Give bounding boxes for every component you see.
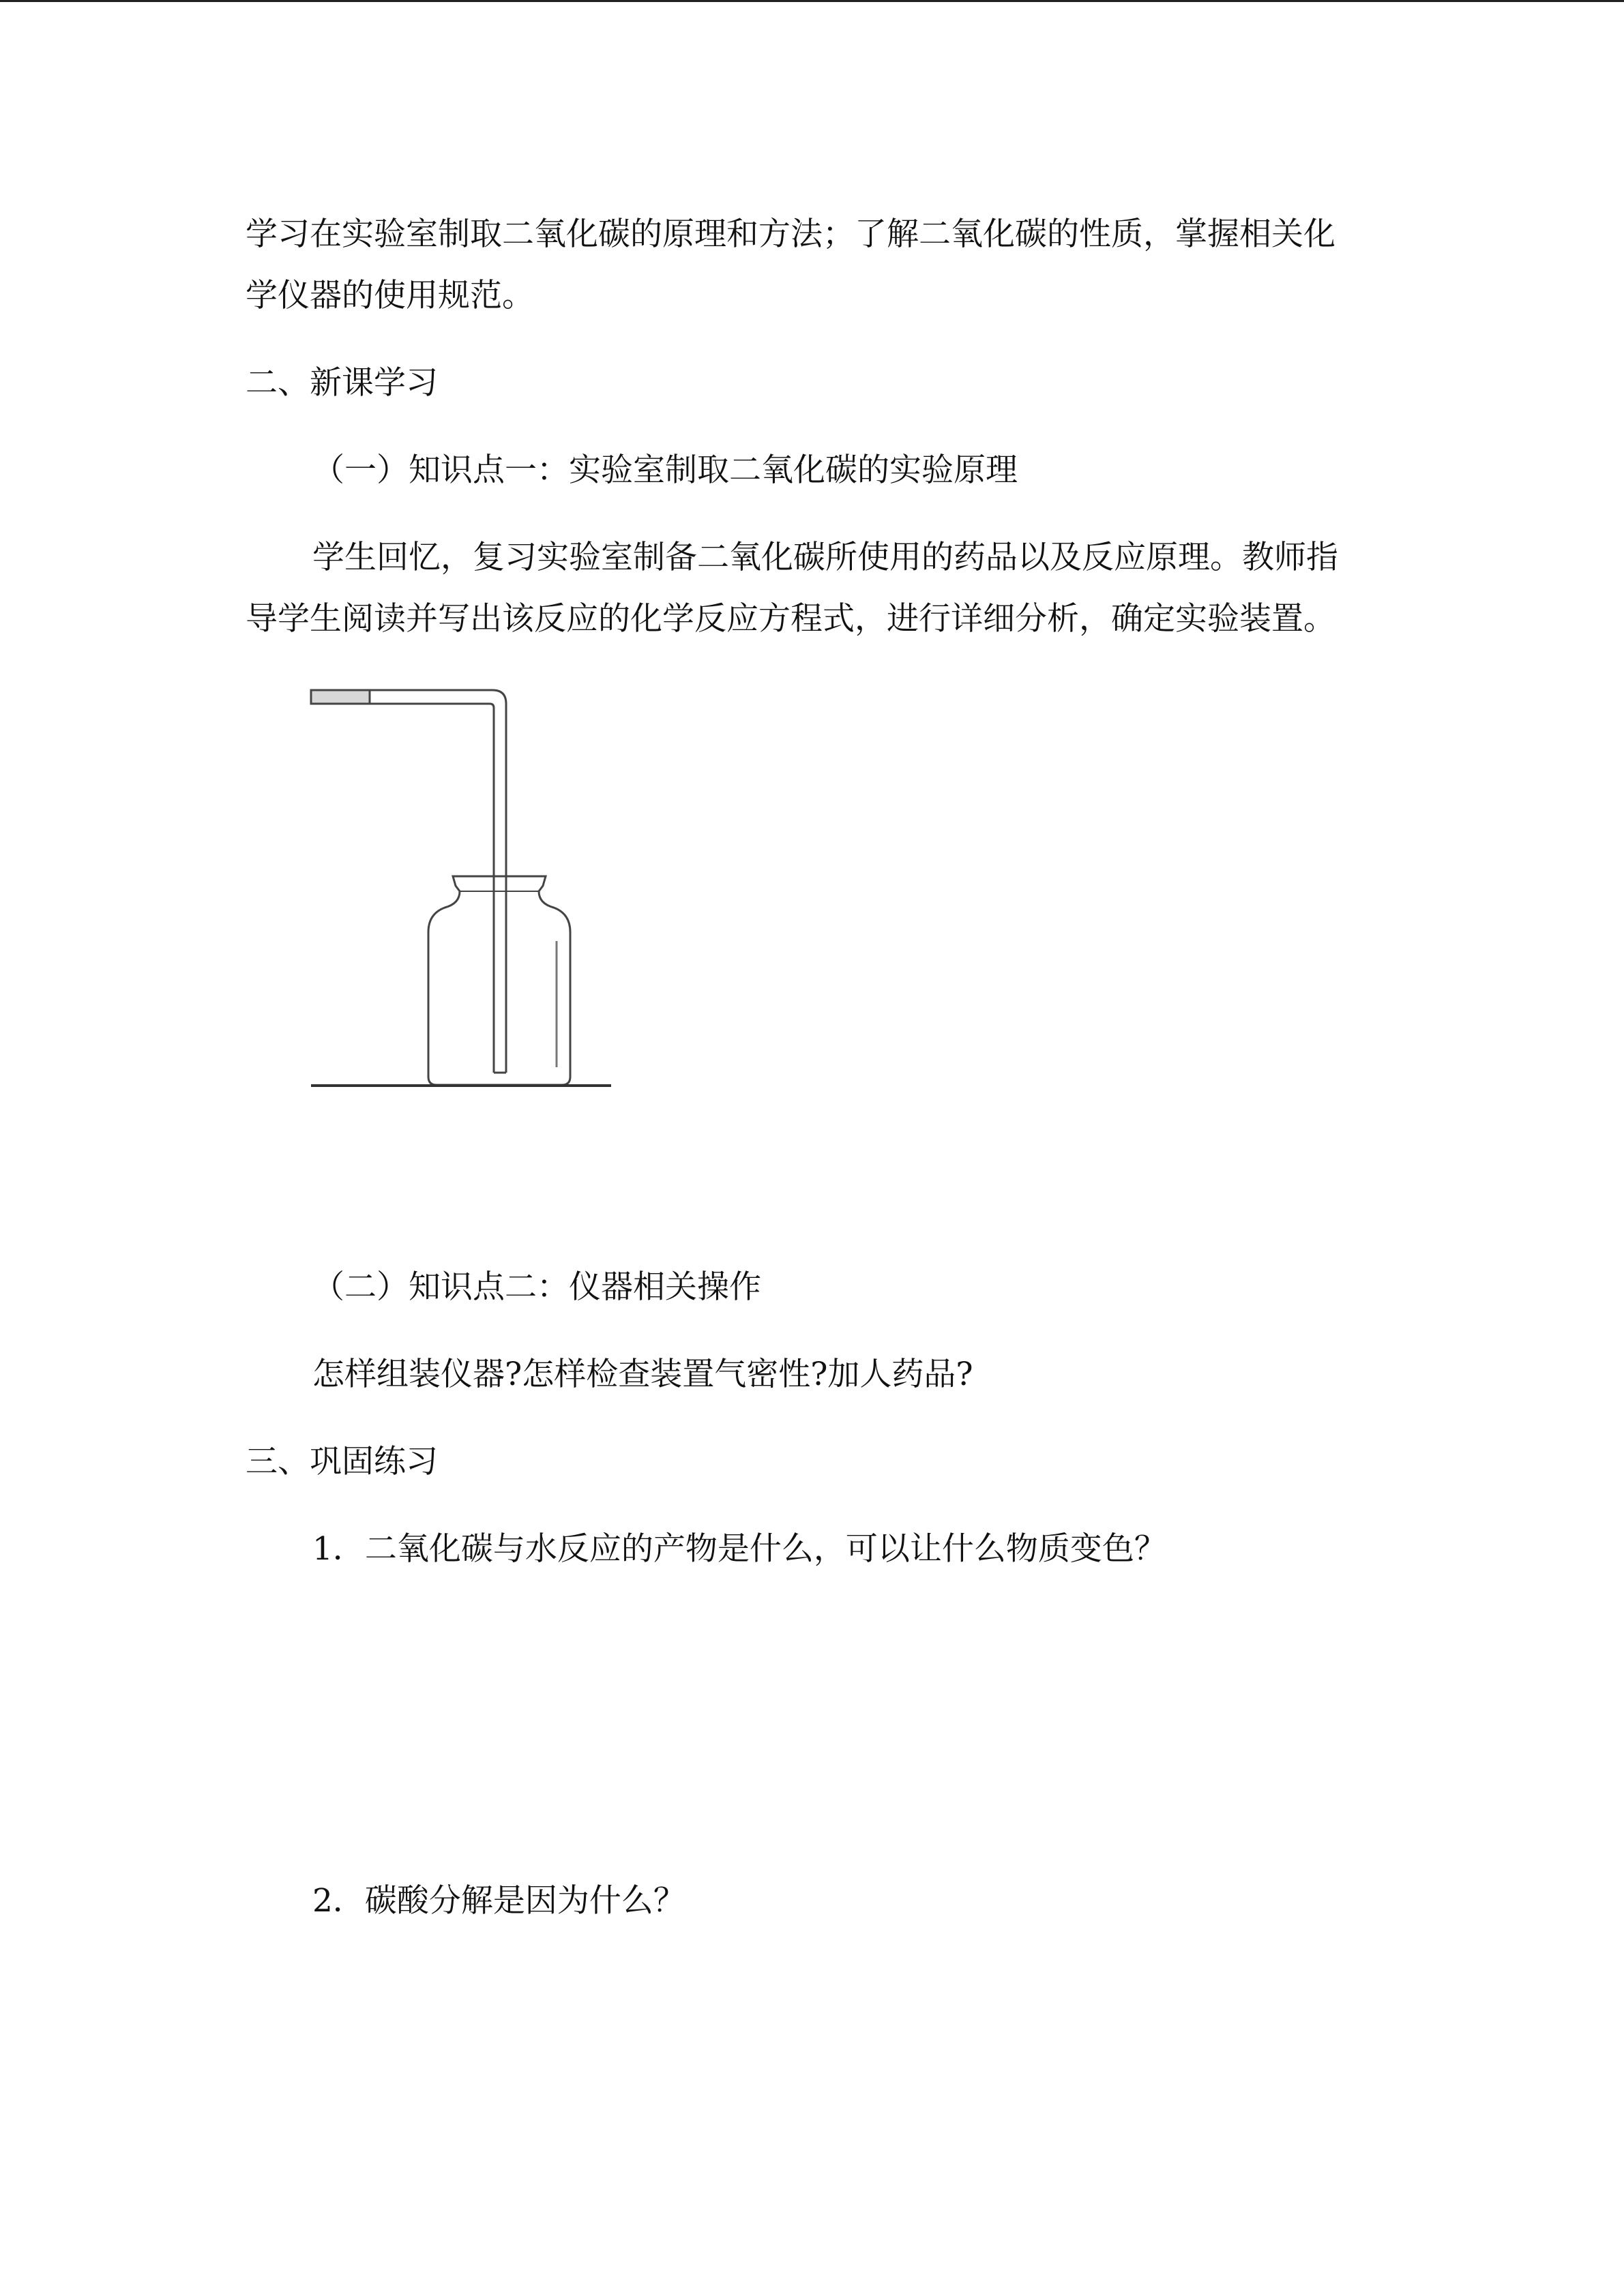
kp2-paragraph: 怎样组装仪器?怎样检查装置气密性?加人药品?	[312, 1356, 973, 1393]
page-top-border	[0, 0, 1624, 2]
question-1: 1．二氧化碳与水反应的产物是什么，可以让什么物质变色？	[312, 1530, 1166, 1568]
gas-collection-apparatus-figure	[308, 679, 622, 1115]
kp1-paragraph-line-2: 导学生阅读并写出该反应的化学反应方程式，进行详细分析，确定实验装置。	[246, 600, 1335, 638]
intro-line-1: 学习在实验室制取二氧化碳的原理和方法；了解二氧化碳的性质，掌握相关化	[246, 215, 1335, 253]
question-2: 2．碳酸分解是因为什么？	[312, 1882, 685, 1920]
knowledge-point-2-heading: （二）知识点二：仪器相关操作	[312, 1268, 761, 1306]
gas-collecting-bottle-icon	[308, 679, 622, 1115]
section-3-heading: 三、巩固练习	[246, 1443, 438, 1480]
kp1-paragraph-line-1: 学生回忆，复习实验室制备二氧化碳所使用的药品以及反应原理。教师指	[312, 539, 1338, 576]
knowledge-point-1-heading: （一）知识点一：实验室制取二氧化碳的实验原理	[312, 451, 1018, 489]
intro-line-2: 学仪器的使用规范。	[246, 277, 534, 314]
section-2-heading: 二、新课学习	[246, 364, 438, 402]
